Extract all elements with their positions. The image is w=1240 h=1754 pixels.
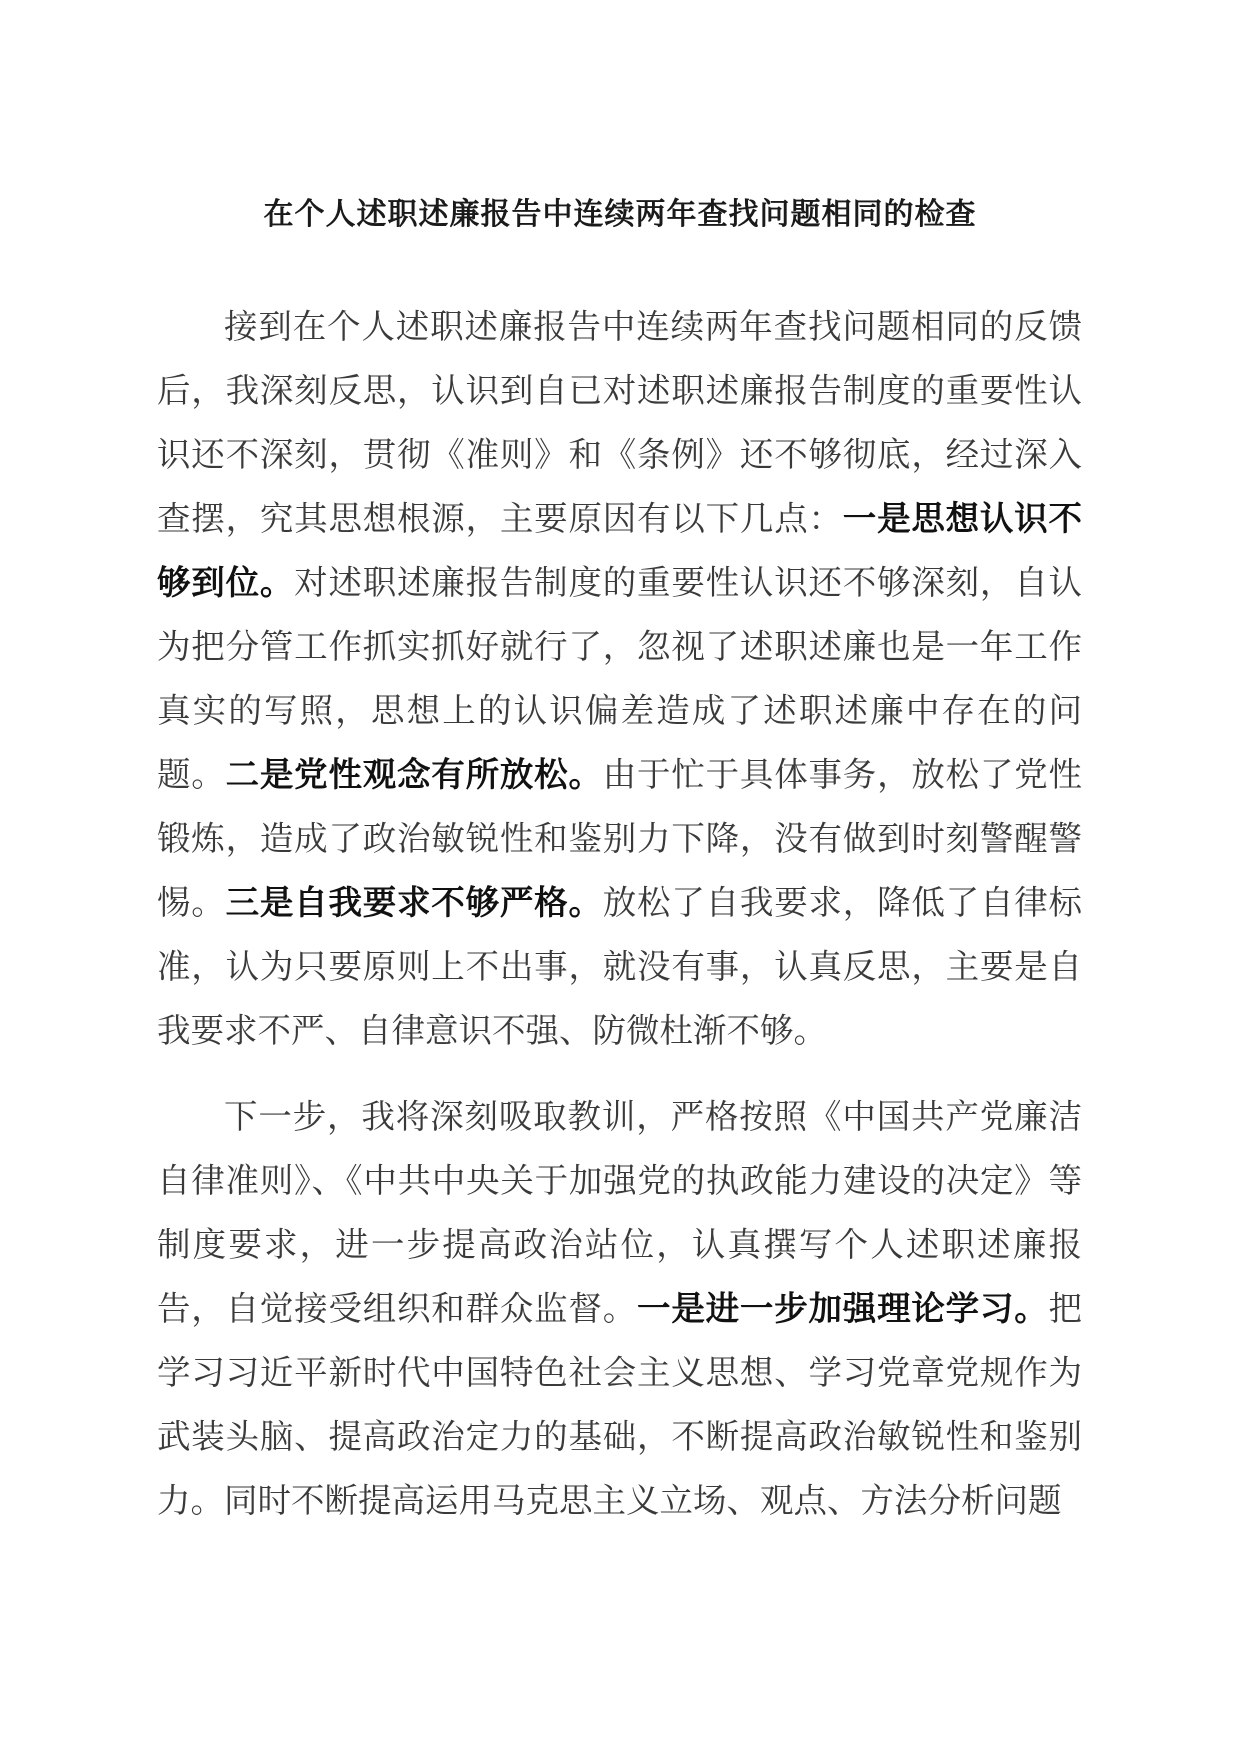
paragraph-problem-analysis: [157, 295, 1082, 1063]
paragraph-text: 由于忙于具体事务，放松了党性锻炼，造成了政治敏锐性和鉴别力下降，没有做到时刻警醒警惕。: [157, 755, 1083, 922]
paragraph-next-steps: [157, 1085, 1082, 1533]
bold-point: 二是党性观念有所放松。: [225, 755, 603, 794]
document-title: 在个人述职述廉报告中连续两年查找问题相同的检查: [263, 197, 977, 232]
paragraph-text: 接到在个人述职述廉报告中连续两年查找问题相同的反馈后，我深刻反思，认识到自已对述职述廉报告制度的重要性认识还不深刻，贯彻《准则》和《条例》还不够彻底，经过深入查摆，究其思想根源，主要原因有以下几点：: [157, 307, 1082, 538]
paragraph-text: 放松了自我要求，降低了自律标准，认为只要原则上不出事，就没有事，认真反思，主要是自我要求不严、自律意识不强、防微杜渐不够。: [157, 883, 1083, 1050]
paragraph-text: 把学习习近平新时代中国特色社会主义思想、学习党章党规作为武装头脑、提高政治定力的基础，不断提高政治敏锐性和鉴别力。同时不断提高运用马克思主义立场、观点、方法分析问题: [157, 1289, 1083, 1520]
bold-point: 三是自我要求不够严格。: [225, 883, 603, 922]
bold-point: 一是进一步加强理论学习。: [637, 1289, 1049, 1328]
paragraph-text: 下一步，我将深刻吸取教训，严格按照《中国共产党廉洁自律准则》、《中共中央关于加强党的执政能力建设的决定》等制度要求，进一步提高政治站位，认真撰写个人述职述廉报告，自觉接受组织和群众监督。: [157, 1097, 1082, 1328]
bold-point: 一是思想认识不够到位。: [157, 499, 1083, 602]
paragraph-text: 对述职述廉报告制度的重要性认识还不够深刻，自认为把分管工作抓实抓好就行了，忽视了述职述廉也是一年工作真实的写照，思想上的认识偏差造成了述职述廉中存在的问题。: [157, 563, 1083, 794]
